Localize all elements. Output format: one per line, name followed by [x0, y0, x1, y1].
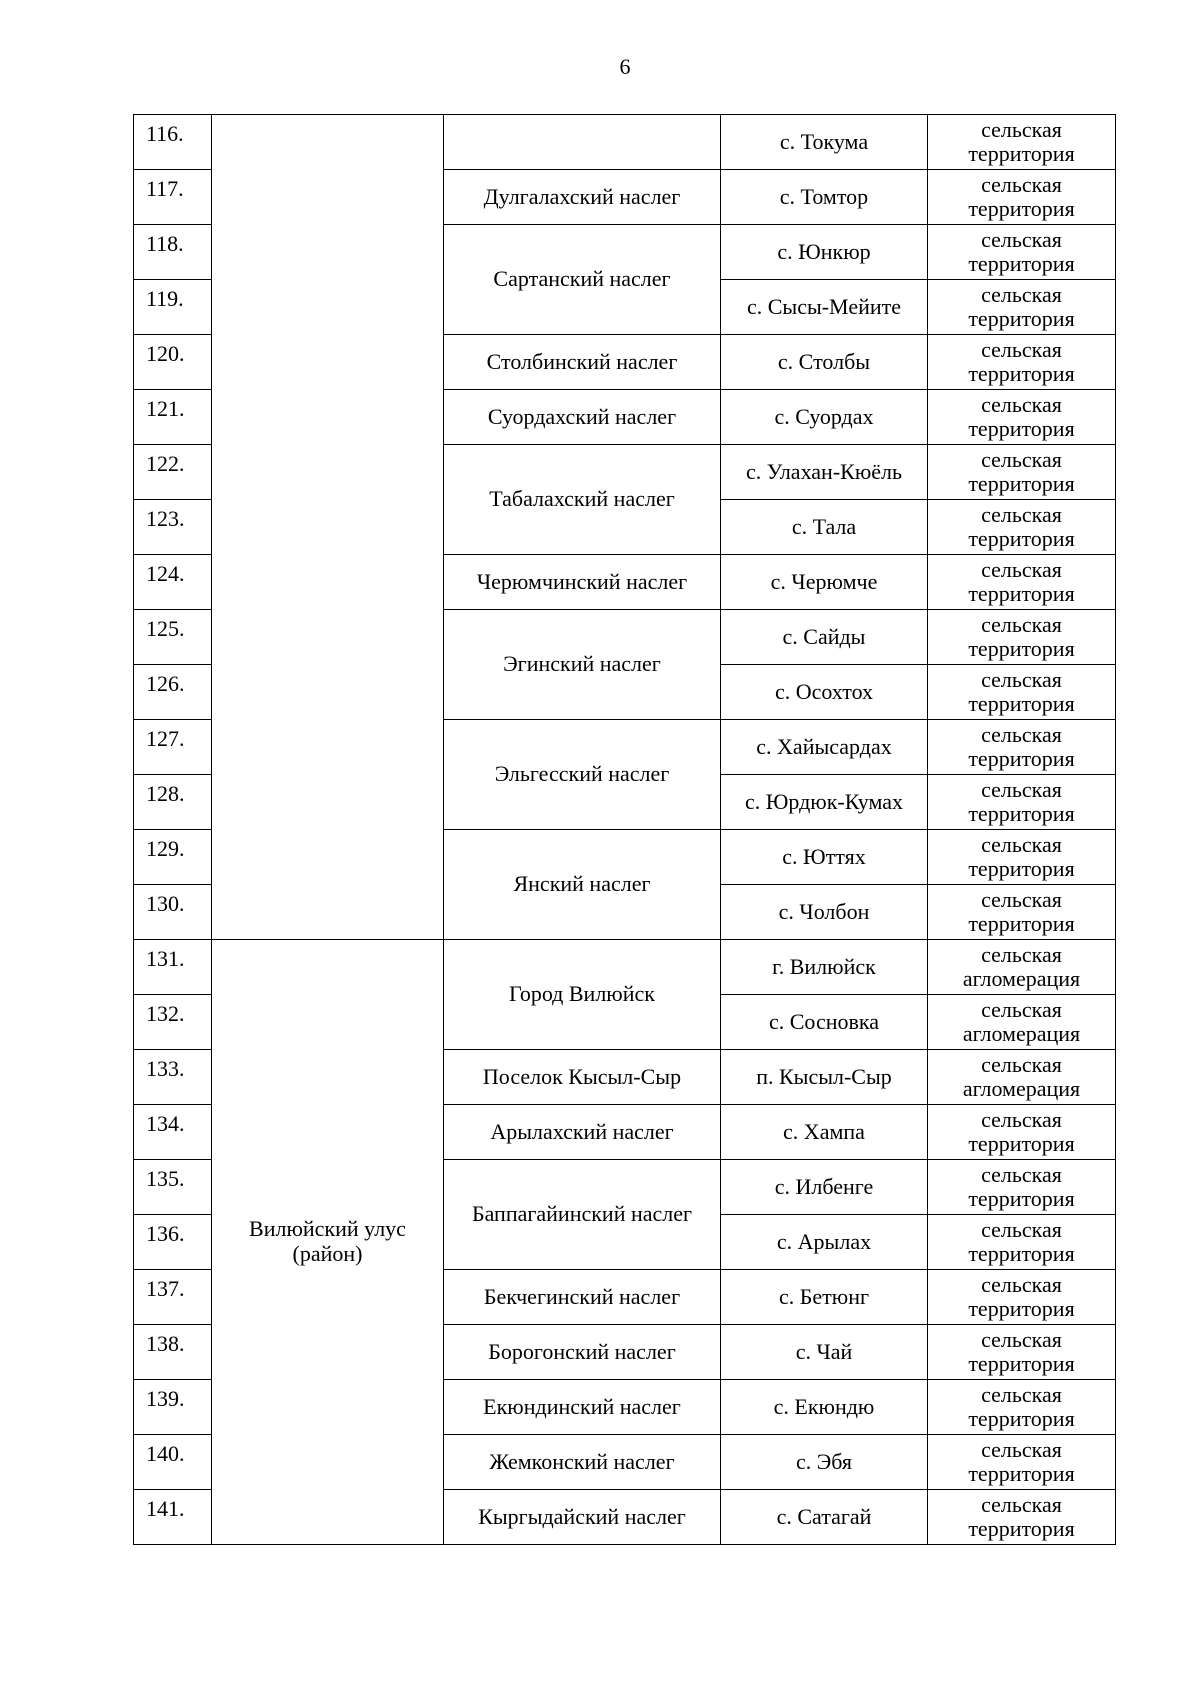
settlement-cell: Янский наслег — [444, 830, 721, 940]
district-name-suffix: (район) — [292, 1241, 363, 1266]
territory-type-cell — [928, 170, 1116, 225]
territory-type-line1: сельская — [981, 721, 1062, 747]
table-row — [134, 115, 1116, 170]
locality-cell: с. Суордах — [721, 390, 928, 445]
territory-type-line2: территория — [968, 636, 1075, 661]
row-number: 129. — [134, 830, 212, 885]
district-cell — [212, 940, 444, 1545]
settlement-cell: Эгинский наслег — [444, 610, 721, 720]
territory-type-line2: территория — [968, 1131, 1075, 1156]
territory-type-line1: сельская — [981, 1106, 1062, 1132]
row-number: 119. — [134, 280, 212, 335]
territory-type-cell — [928, 1270, 1116, 1325]
territory-type-line2: территория — [968, 1516, 1075, 1541]
territory-type-cell — [928, 1435, 1116, 1490]
territory-type-cell — [928, 885, 1116, 940]
territory-type-line2: агломерация — [962, 1021, 1081, 1046]
settlement-cell: Дулгалахский наслег — [444, 170, 721, 225]
territory-type-line1: сельская — [981, 1216, 1062, 1242]
territory-type-line1: сельская — [981, 1381, 1062, 1407]
territory-type-line2: агломерация — [962, 1076, 1081, 1101]
settlement-cell: Столбинский наслег — [444, 335, 721, 390]
row-number: 125. — [134, 610, 212, 665]
row-number: 131. — [134, 940, 212, 995]
territory-type-line2: территория — [968, 746, 1075, 771]
row-number: 117. — [134, 170, 212, 225]
settlement-cell: Черюмчинский наслег — [444, 555, 721, 610]
locality-cell: с. Токума — [721, 115, 928, 170]
settlement-cell: Эльгесский наслег — [444, 720, 721, 830]
territory-type-line1: сельская — [981, 501, 1062, 527]
territory-type-cell — [928, 445, 1116, 500]
locality-cell: с. Томтор — [721, 170, 928, 225]
locality-cell: с. Арылах — [721, 1215, 928, 1270]
territory-type-line2: территория — [968, 581, 1075, 606]
territory-type-line1: сельская — [981, 556, 1062, 582]
district-cell — [212, 115, 444, 940]
locality-cell: с. Хайысардах — [721, 720, 928, 775]
locality-cell: с. Сатагай — [721, 1490, 928, 1545]
territory-type-line1: сельская — [981, 336, 1062, 362]
settlement-cell: Арылахский наслег — [444, 1105, 721, 1160]
row-number: 141. — [134, 1490, 212, 1545]
row-number: 140. — [134, 1435, 212, 1490]
locality-cell: с. Юнкюр — [721, 225, 928, 280]
territory-type-line1: сельская — [981, 446, 1062, 472]
row-number: 130. — [134, 885, 212, 940]
territory-type-cell — [928, 390, 1116, 445]
territory-type-line1: сельская — [981, 666, 1062, 692]
settlement-cell: Кыргыдайский наслег — [444, 1490, 721, 1545]
settlement-cell: Табалахский наслег — [444, 445, 721, 555]
locality-cell: с. Эбя — [721, 1435, 928, 1490]
row-number: 124. — [134, 555, 212, 610]
territory-type-cell — [928, 115, 1116, 170]
locality-cell: с. Сайды — [721, 610, 928, 665]
district-name: Вилюйский улус — [249, 1216, 406, 1242]
territory-type-line2: территория — [968, 196, 1075, 221]
locality-cell: с. Чолбон — [721, 885, 928, 940]
territory-type-line1: сельская — [981, 281, 1062, 307]
locality-cell: с. Екюндю — [721, 1380, 928, 1435]
settlement-cell: Екюндинский наслег — [444, 1380, 721, 1435]
locality-cell: п. Кысыл-Сыр — [721, 1050, 928, 1105]
territory-type-cell — [928, 665, 1116, 720]
territory-type-line1: сельская — [981, 776, 1062, 802]
territory-type-cell — [928, 1325, 1116, 1380]
locality-cell: с. Юрдюк-Кумах — [721, 775, 928, 830]
territory-type-cell — [928, 775, 1116, 830]
territory-type-line2: территория — [968, 1406, 1075, 1431]
settlement-cell: Баппагайинский наслег — [444, 1160, 721, 1270]
settlement-cell: Суордахский наслег — [444, 390, 721, 445]
territory-type-line2: территория — [968, 416, 1075, 441]
row-number: 132. — [134, 995, 212, 1050]
territory-type-line2: территория — [968, 526, 1075, 551]
territory-type-line2: территория — [968, 251, 1075, 276]
territory-type-line1: сельская — [981, 226, 1062, 252]
territory-type-cell — [928, 1105, 1116, 1160]
row-number: 135. — [134, 1160, 212, 1215]
territory-type-line1: сельская — [981, 611, 1062, 637]
row-number: 123. — [134, 500, 212, 555]
territory-type-line1: сельская — [981, 116, 1062, 142]
territory-type-line2: территория — [968, 1241, 1075, 1266]
row-number: 136. — [134, 1215, 212, 1270]
locality-cell: с. Чай — [721, 1325, 928, 1380]
territory-type-line1: сельская — [981, 996, 1062, 1022]
row-number: 126. — [134, 665, 212, 720]
locality-cell: с. Илбенге — [721, 1160, 928, 1215]
territory-type-cell — [928, 610, 1116, 665]
territory-type-cell — [928, 720, 1116, 775]
row-number: 121. — [134, 390, 212, 445]
territory-type-cell — [928, 500, 1116, 555]
territory-type-cell — [928, 555, 1116, 610]
territory-type-line2: территория — [968, 801, 1075, 826]
territory-type-cell — [928, 1050, 1116, 1105]
territory-type-line1: сельская — [981, 941, 1062, 967]
territory-type-cell — [928, 940, 1116, 995]
row-number: 137. — [134, 1270, 212, 1325]
locality-cell: с. Осохтох — [721, 665, 928, 720]
settlement-cell: Жемконский наслег — [444, 1435, 721, 1490]
row-number: 139. — [134, 1380, 212, 1435]
territory-type-line2: территория — [968, 1296, 1075, 1321]
row-number: 127. — [134, 720, 212, 775]
territory-type-line2: агломерация — [962, 966, 1081, 991]
settlement-cell: Бекчегинский наслег — [444, 1270, 721, 1325]
territory-type-line1: сельская — [981, 1326, 1062, 1352]
territory-type-line1: сельская — [981, 886, 1062, 912]
page-number: 6 — [619, 54, 631, 79]
territory-type-cell — [928, 280, 1116, 335]
row-number: 118. — [134, 225, 212, 280]
settlement-cell: Борогонский наслег — [444, 1325, 721, 1380]
territory-type-line2: территория — [968, 141, 1075, 166]
territory-type-cell — [928, 225, 1116, 280]
territory-type-cell — [928, 1490, 1116, 1545]
territory-type-line2: территория — [968, 691, 1075, 716]
territory-type-line1: сельская — [981, 831, 1062, 857]
locality-cell: с. Бетюнг — [721, 1270, 928, 1325]
territory-type-line1: сельская — [981, 1051, 1062, 1077]
row-number: 116. — [134, 115, 212, 170]
locality-cell: с. Столбы — [721, 335, 928, 390]
territory-type-line2: территория — [968, 1351, 1075, 1376]
row-number: 138. — [134, 1325, 212, 1380]
settlements-table-body — [134, 115, 1116, 1545]
row-number: 133. — [134, 1050, 212, 1105]
settlement-cell: Сартанский наслег — [444, 225, 721, 335]
settlement-cell — [444, 115, 721, 170]
territory-type-cell — [928, 1215, 1116, 1270]
territory-type-line2: территория — [968, 1186, 1075, 1211]
locality-cell: с. Хампа — [721, 1105, 928, 1160]
territory-type-line2: территория — [968, 361, 1075, 386]
territory-type-line1: сельская — [981, 391, 1062, 417]
territory-type-cell — [928, 1160, 1116, 1215]
territory-type-cell — [928, 335, 1116, 390]
territory-type-line1: сельская — [981, 171, 1062, 197]
territory-type-line1: сельская — [981, 1436, 1062, 1462]
territory-type-line1: сельская — [981, 1161, 1062, 1187]
territory-type-line2: территория — [968, 1461, 1075, 1486]
locality-cell: г. Вилюйск — [721, 940, 928, 995]
settlement-cell: Поселок Кысыл-Сыр — [444, 1050, 721, 1105]
territory-type-cell — [928, 830, 1116, 885]
row-number: 128. — [134, 775, 212, 830]
territory-type-line2: территория — [968, 911, 1075, 936]
row-number: 134. — [134, 1105, 212, 1160]
territory-type-line1: сельская — [981, 1491, 1062, 1517]
territory-type-line2: территория — [968, 306, 1075, 331]
territory-type-line1: сельская — [981, 1271, 1062, 1297]
territory-type-cell — [928, 1380, 1116, 1435]
locality-cell: с. Тала — [721, 500, 928, 555]
locality-cell: с. Улахан-Кюёль — [721, 445, 928, 500]
locality-cell: с. Юттях — [721, 830, 928, 885]
settlements-table — [133, 114, 1116, 1545]
row-number: 122. — [134, 445, 212, 500]
locality-cell: с. Сысы-Мейите — [721, 280, 928, 335]
territory-type-cell — [928, 995, 1116, 1050]
settlement-cell: Город Вилюйск — [444, 940, 721, 1050]
territory-type-line2: территория — [968, 471, 1075, 496]
locality-cell: с. Черюмче — [721, 555, 928, 610]
row-number: 120. — [134, 335, 212, 390]
table-row — [134, 940, 1116, 995]
locality-cell: с. Сосновка — [721, 995, 928, 1050]
territory-type-line2: территория — [968, 856, 1075, 881]
